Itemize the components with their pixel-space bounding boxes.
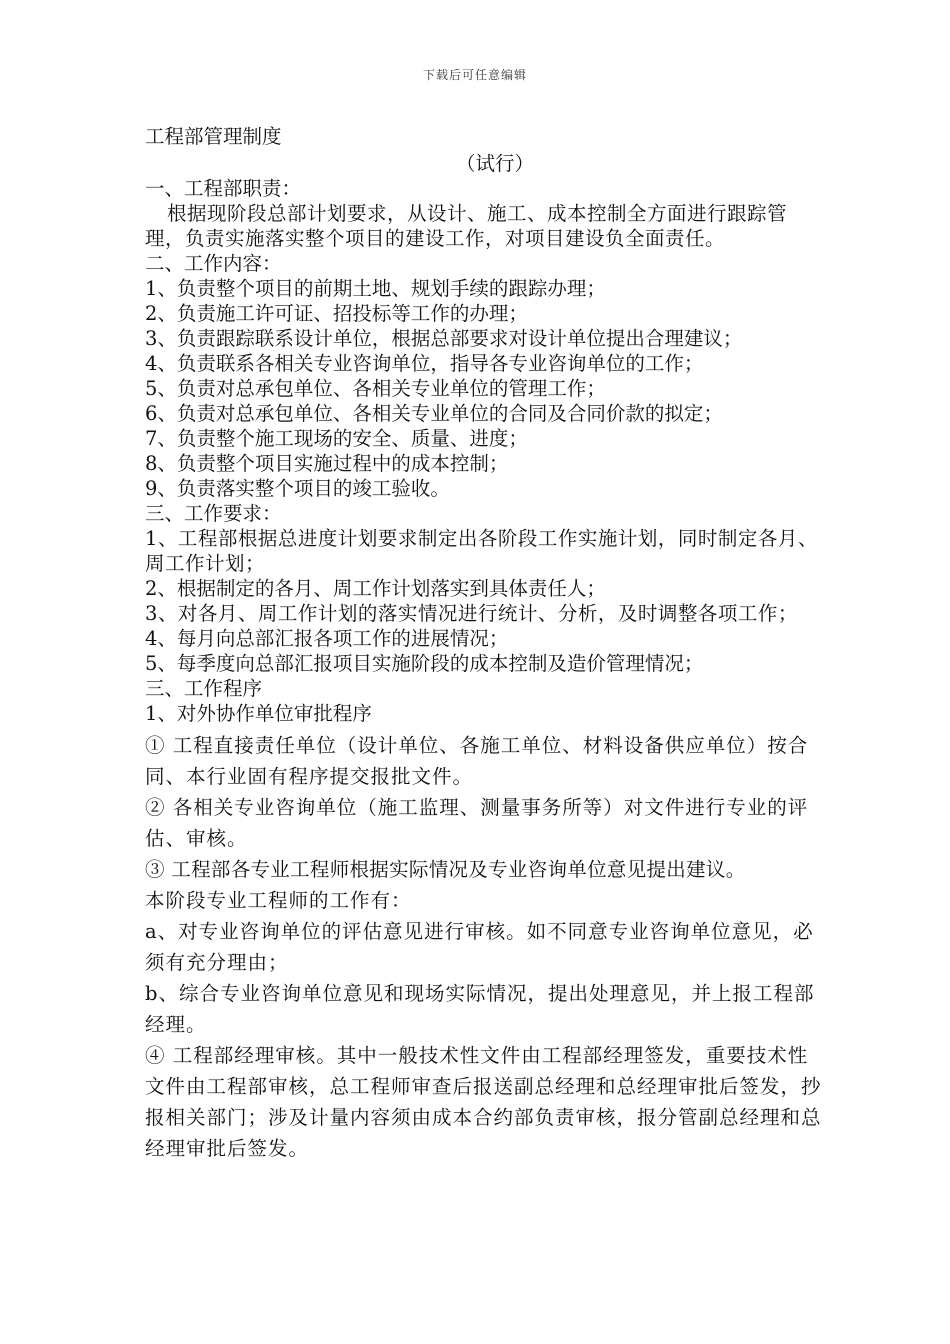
procedure-step-3-b: b、综合专业咨询单位意见和现场实际情况，提出处理意见，并上报工程部经理。 [145, 982, 815, 1036]
document-body [145, 122, 825, 1164]
procedure-step-2: ② 各相关专业咨询单位（施工监理、测量事务所等）对文件进行专业的评估、审核。 [145, 796, 809, 850]
procedure-step-4: ④ 工程部经理审核。其中一般技术性文件由工程部经理签发，重要技术性文件由工程部审核，总工程师审查后报送副总经理和总经理审批后签发，抄报相关部门；涉及计量内容须由成本合约部负责审核，报分管副总经理和总经理审批后签发。 [145, 1044, 822, 1160]
document-subtitle: （试行） [455, 152, 534, 175]
section-3-item: 3、对各月、周工作计划的落实情况进行统计、分析，及时调整各项工作； [145, 602, 798, 625]
section-1-body: 根据现阶段总部计划要求，从设计、施工、成本控制全方面进行跟踪管理，负责实施落实整个项目的建设工作，对项目建设负全面责任。 [145, 202, 788, 250]
section-3-item: 5、每季度向总部汇报项目实施阶段的成本控制及造价管理情况； [145, 652, 704, 675]
section-2-item: 2、负责施工许可证、招投标等工作的办理； [145, 302, 528, 325]
section-3-item: 4、每月向总部汇报各项工作的进展情况； [145, 627, 509, 650]
section-4-subheading: 1、对外协作单位审批程序 [145, 702, 372, 725]
document-title: 工程部管理制度 [145, 125, 282, 148]
section-4-heading: 三、工作程序 [145, 677, 263, 700]
section-2-item: 8、负责整个项目实施过程中的成本控制； [145, 452, 509, 475]
section-2-item: 4、负责联系各相关专业咨询单位，指导各专业咨询单位的工作； [145, 352, 704, 375]
section-1-heading: 一、工程部职责： [145, 177, 302, 200]
section-3-heading: 三、工作要求： [145, 502, 282, 525]
section-2-item: 5、负责对总承包单位、各相关专业单位的管理工作； [145, 377, 606, 400]
section-2-item: 6、负责对总承包单位、各相关专业单位的合同及合同价款的拟定； [145, 402, 723, 425]
section-2-item: 7、负责整个施工现场的安全、质量、进度； [145, 427, 528, 450]
section-2-heading: 二、工作内容： [145, 252, 282, 275]
procedure-step-3: ③ 工程部各专业工程师根据实际情况及专业咨询单位意见提出建议。 [145, 858, 746, 881]
header-note: 下载后可任意编辑 [422, 68, 527, 82]
procedure-step-1: ① 工程直接责任单位（设计单位、各施工单位、材料设备供应单位）按合同、本行业固有程序提交报批文件。 [145, 734, 809, 788]
section-2-item: 3、负责跟踪联系设计单位，根据总部要求对设计单位提出合理建议； [145, 327, 743, 350]
procedure-step-3-note: 本阶段专业工程师的工作有： [145, 889, 412, 912]
section-3-item: 1、工程部根据总进度计划要求制定出各阶段工作实施计划，同时制定各月、周工作计划； [145, 527, 818, 575]
procedure-step-3-a: a、对专业咨询单位的评估意见进行审核。如不同意专业咨询单位意见，必须有充分理由； [145, 920, 814, 974]
section-2-item: 9、负责落实整个项目的竣工验收。 [145, 477, 450, 500]
section-2-item: 1、负责整个项目的前期土地、规划手续的跟踪办理； [145, 277, 606, 300]
section-3-item: 2、根据制定的各月、周工作计划落实到具体责任人； [145, 577, 606, 600]
